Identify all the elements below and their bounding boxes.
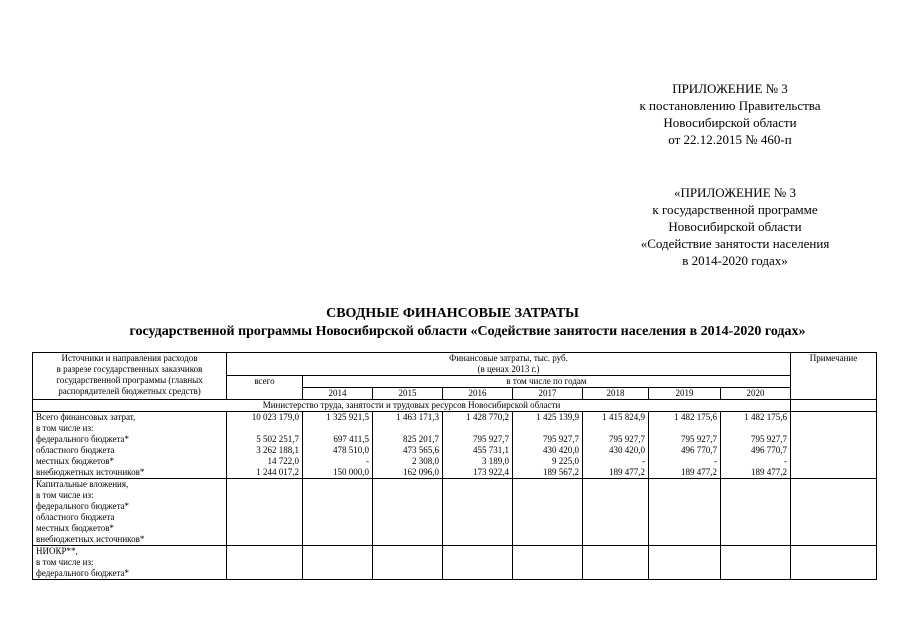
value: 795 927,7 bbox=[681, 434, 717, 444]
ministry-row bbox=[33, 400, 877, 412]
value: 825 201,7 bbox=[403, 434, 439, 444]
header-row-1 bbox=[33, 353, 877, 376]
empty-cell bbox=[791, 400, 877, 412]
empty-cell bbox=[373, 479, 443, 546]
value: 455 731,1 bbox=[473, 445, 509, 455]
note-cell bbox=[791, 546, 877, 580]
annex-header-program bbox=[590, 184, 880, 269]
costs-header-line: (в ценах 2013 г.) bbox=[477, 364, 540, 374]
costs-header bbox=[227, 353, 791, 376]
row-label-line: в том числе из: bbox=[36, 490, 94, 500]
year-header: 2018 bbox=[583, 388, 649, 400]
value: 9 225,0 bbox=[552, 456, 579, 466]
sources-header-line: в разрезе государственных заказчиков bbox=[56, 364, 203, 374]
empty-cell bbox=[649, 479, 721, 546]
empty-cell bbox=[649, 546, 721, 580]
empty-cell bbox=[303, 479, 373, 546]
value: 5 502 251,7 bbox=[256, 434, 299, 444]
value bbox=[586, 423, 645, 434]
table-row-capital bbox=[33, 479, 877, 546]
value bbox=[446, 423, 509, 434]
empty-cell bbox=[513, 546, 583, 580]
year-header: 2015 bbox=[373, 388, 443, 400]
year-header: 2016 bbox=[443, 388, 513, 400]
row-label-line: в том числе из: bbox=[36, 557, 94, 567]
annex1-line: от 22.12.2015 № 460-п bbox=[668, 132, 792, 147]
year-values-cell bbox=[583, 412, 649, 479]
value: 1 463 171,3 bbox=[396, 412, 439, 422]
year-values-cell bbox=[721, 412, 791, 479]
year-header: 2017 bbox=[513, 388, 583, 400]
total-header: всего bbox=[227, 376, 303, 400]
financial-costs-table bbox=[32, 352, 877, 580]
value: 496 770,7 bbox=[681, 445, 717, 455]
annex-header-resolution bbox=[595, 80, 865, 148]
value bbox=[306, 423, 369, 434]
value: 795 927,7 bbox=[473, 434, 509, 444]
value: - bbox=[366, 456, 369, 466]
sources-header-line: распорядителей бюджетных средств) bbox=[58, 386, 201, 396]
value: 496 770,7 bbox=[751, 445, 788, 455]
value: 430 420,0 bbox=[543, 445, 579, 455]
value bbox=[376, 423, 439, 434]
empty-cell bbox=[583, 546, 649, 580]
year-header: 2014 bbox=[303, 388, 373, 400]
value: 189 477,2 bbox=[609, 467, 645, 477]
value: 10 023 179,0 bbox=[251, 412, 299, 422]
value: 1 482 175,6 bbox=[674, 412, 717, 422]
row-label-line: внебюджетных источников* bbox=[36, 534, 145, 544]
year-values-cell bbox=[373, 412, 443, 479]
value: 1 325 921,5 bbox=[326, 412, 369, 422]
title-line-1: СВОДНЫЕ ФИНАНСОВЫЕ ЗАТРАТЫ bbox=[326, 306, 579, 321]
value: 3 262 188,1 bbox=[256, 445, 299, 455]
row-label bbox=[33, 479, 227, 546]
annex2-line: «Содействие занятости населения bbox=[640, 236, 830, 251]
value: 795 927,7 bbox=[543, 434, 579, 444]
row-label-line: федерального бюджета* bbox=[36, 501, 130, 511]
title-line-2: государственной программы Новосибирской области «Содействие занятости населения в 2014-2020 годах» bbox=[129, 324, 806, 339]
row-label-line: областного бюджета bbox=[36, 512, 115, 522]
note-cell bbox=[791, 412, 877, 479]
value: 150 000,0 bbox=[333, 467, 369, 477]
annex1-line: к постановлению Правительства bbox=[639, 98, 821, 113]
value: 1 244 017,2 bbox=[256, 467, 299, 477]
value: 3 189,0 bbox=[482, 456, 509, 466]
annex1-line: Новосибирской области bbox=[663, 115, 797, 130]
empty-cell bbox=[303, 546, 373, 580]
value: 189 567,2 bbox=[543, 467, 579, 477]
year-values-cell bbox=[649, 412, 721, 479]
value bbox=[516, 423, 579, 434]
row-label-line: федерального бюджета* bbox=[36, 434, 130, 444]
row-label bbox=[33, 546, 227, 580]
value: 478 510,0 bbox=[333, 445, 369, 455]
empty-cell bbox=[443, 546, 513, 580]
year-values-cell bbox=[513, 412, 583, 479]
value: - bbox=[642, 456, 645, 466]
value: 189 477,2 bbox=[751, 467, 788, 477]
value: 430 420,0 bbox=[609, 445, 645, 455]
value: 1 482 175,6 bbox=[744, 412, 788, 422]
annex1-line: ПРИЛОЖЕНИЕ № 3 bbox=[672, 81, 788, 96]
value: 14 722,0 bbox=[267, 456, 299, 466]
sources-header-line: Источники и направления расходов bbox=[61, 353, 198, 363]
value bbox=[652, 423, 717, 434]
value: - bbox=[784, 456, 788, 466]
by-year-header: в том числе по годам bbox=[303, 376, 791, 388]
annex2-line: к государственной программе bbox=[652, 202, 818, 217]
sources-header-line: государственной программы (главных bbox=[56, 375, 203, 385]
row-label bbox=[33, 412, 227, 479]
value: - bbox=[714, 456, 717, 466]
empty-cell bbox=[721, 479, 791, 546]
row-label-line: местных бюджетов* bbox=[36, 456, 115, 466]
row-label-line: внебюджетных источников* bbox=[36, 467, 145, 477]
value: 189 477,2 bbox=[681, 467, 717, 477]
note-header: Примечание bbox=[791, 353, 877, 400]
row-label-line: Всего финансовых затрат, bbox=[36, 412, 136, 422]
value: 1 428 770,2 bbox=[466, 412, 509, 422]
row-label-line: в том числе из: bbox=[36, 423, 94, 433]
empty-cell bbox=[373, 546, 443, 580]
empty-cell bbox=[443, 479, 513, 546]
costs-header-line: Финансовые затраты, тыс. руб. bbox=[449, 353, 568, 363]
year-header: 2020 bbox=[721, 388, 791, 400]
annex2-line: Новосибирской области bbox=[668, 219, 802, 234]
value: 2 308,0 bbox=[412, 456, 439, 466]
sources-header bbox=[33, 353, 227, 400]
value: 173 922,4 bbox=[473, 467, 509, 477]
empty-cell bbox=[227, 546, 303, 580]
document-title bbox=[0, 305, 905, 341]
note-cell bbox=[791, 479, 877, 546]
row-label-line: областного бюджета bbox=[36, 445, 115, 455]
empty-cell bbox=[583, 479, 649, 546]
value bbox=[230, 423, 299, 434]
empty-cell bbox=[513, 479, 583, 546]
year-values-cell bbox=[443, 412, 513, 479]
year-values-cell bbox=[303, 412, 373, 479]
value bbox=[724, 423, 787, 434]
value: 795 927,7 bbox=[609, 434, 645, 444]
row-label-line: Капитальные вложения, bbox=[36, 479, 129, 489]
annex2-line: «ПРИЛОЖЕНИЕ № 3 bbox=[673, 185, 797, 200]
annex2-line: в 2014-2020 годах» bbox=[682, 253, 788, 268]
value: 697 411,5 bbox=[333, 434, 369, 444]
ministry-name: Министерство труда, занятости и трудовых ресурсов Новосибирской области bbox=[33, 400, 791, 412]
value: 162 096,0 bbox=[403, 467, 439, 477]
total-values-cell bbox=[227, 412, 303, 479]
value: 473 565,6 bbox=[403, 445, 439, 455]
value: 1 425 139,9 bbox=[536, 412, 579, 422]
empty-cell bbox=[721, 546, 791, 580]
value: 1 415 824,9 bbox=[602, 412, 645, 422]
empty-cell bbox=[227, 479, 303, 546]
row-label-line: федерального бюджета* bbox=[36, 568, 130, 578]
table-row-total-costs bbox=[33, 412, 877, 479]
row-label-line: НИОКР**, bbox=[36, 546, 78, 556]
row-label-line: местных бюджетов* bbox=[36, 523, 115, 533]
year-header: 2019 bbox=[649, 388, 721, 400]
value: 795 927,7 bbox=[751, 434, 788, 444]
table-row-rnd bbox=[33, 546, 877, 580]
